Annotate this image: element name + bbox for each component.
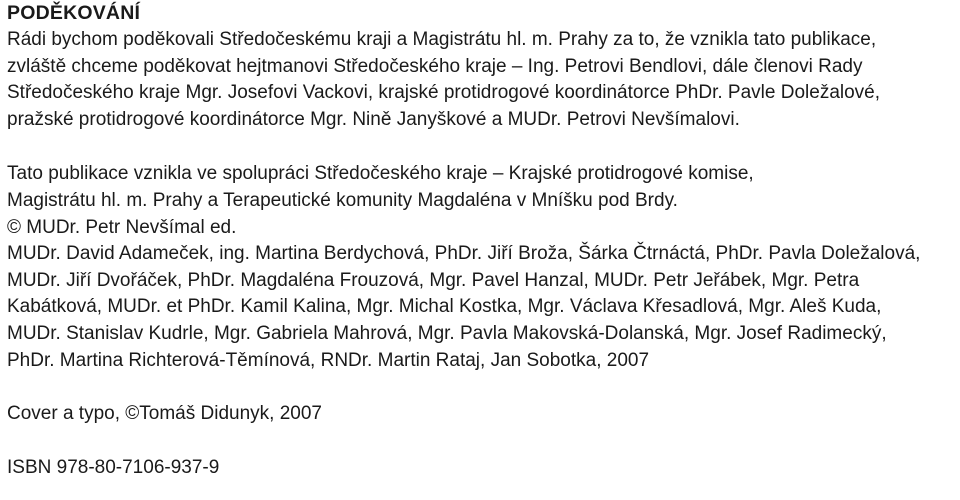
- document-page: [7, 0, 955, 481]
- acknowledgment-line: Rádi bychom poděkovali Středočeskému kraji a Magistrátu hl. m. Prahy za to, že vznikla tato publikace,: [7, 29, 877, 50]
- editor-line: © MUDr. Petr Nevšímal ed.: [7, 216, 237, 238]
- acknowledgment-line: Středočeského kraje Mgr. Josefovi Vackovi, krajské protidrogové koordinátorce PhDr. Pavle Doležalové,: [7, 82, 881, 104]
- acknowledgment-line: zvláště chceme poděkovat hejtmanovi Středočeského kraje – Ing. Petrovi Bendlovi, dále členovi Rady: [7, 55, 863, 77]
- authors-line: MUDr. Stanislav Kudrle, Mgr. Gabriela Mahrová, Mgr. Pavla Makovská-Dolanská, Mgr. Josef Radimecký,: [7, 322, 887, 344]
- collaboration-line: Magistrátu hl. m. Prahy a Terapeutické komunity Magdaléna v Mníšku pod Brdy.: [7, 189, 678, 211]
- authors-paragraph: [7, 241, 955, 374]
- isbn: ISBN 978-80-7106-937-9: [7, 456, 220, 478]
- collaboration-line: Tato publikace vznikla ve spolupráci Středočeského kraje – Krajské protidrogové komise,: [7, 163, 754, 185]
- collaboration-paragraph: [7, 161, 955, 241]
- acknowledgment-line: pražské protidrogové koordinátorce Mgr. Nině Janyškové a MUDr. Petrovi Nevšímalovi.: [7, 108, 740, 130]
- acknowledgment-paragraph: [7, 27, 955, 133]
- authors-line: PhDr. Martina Richterová-Těmínová, RNDr. Martin Rataj, Jan Sobotka, 2007: [7, 349, 650, 371]
- page-title: PODĚKOVÁNÍ: [7, 2, 141, 24]
- cover-credit: Cover a typo, ©Tomáš Didunyk, 2007: [7, 403, 322, 425]
- authors-line: MUDr. David Adameček, ing. Martina Berdychová, PhDr. Jiří Broža, Šárka Čtrnáctá, PhDr. Pavla Doležalová,: [7, 243, 921, 265]
- authors-line: MUDr. Jiří Dvořáček, PhDr. Magdaléna Frouzová, Mgr. Pavel Hanzal, MUDr. Petr Jeřábek, Mgr. Petra: [7, 269, 860, 291]
- authors-line: Kabátková, MUDr. et PhDr. Kamil Kalina, Mgr. Michal Kostka, Mgr. Václava Křesadlová, Mgr. Aleš Kuda,: [7, 296, 882, 318]
